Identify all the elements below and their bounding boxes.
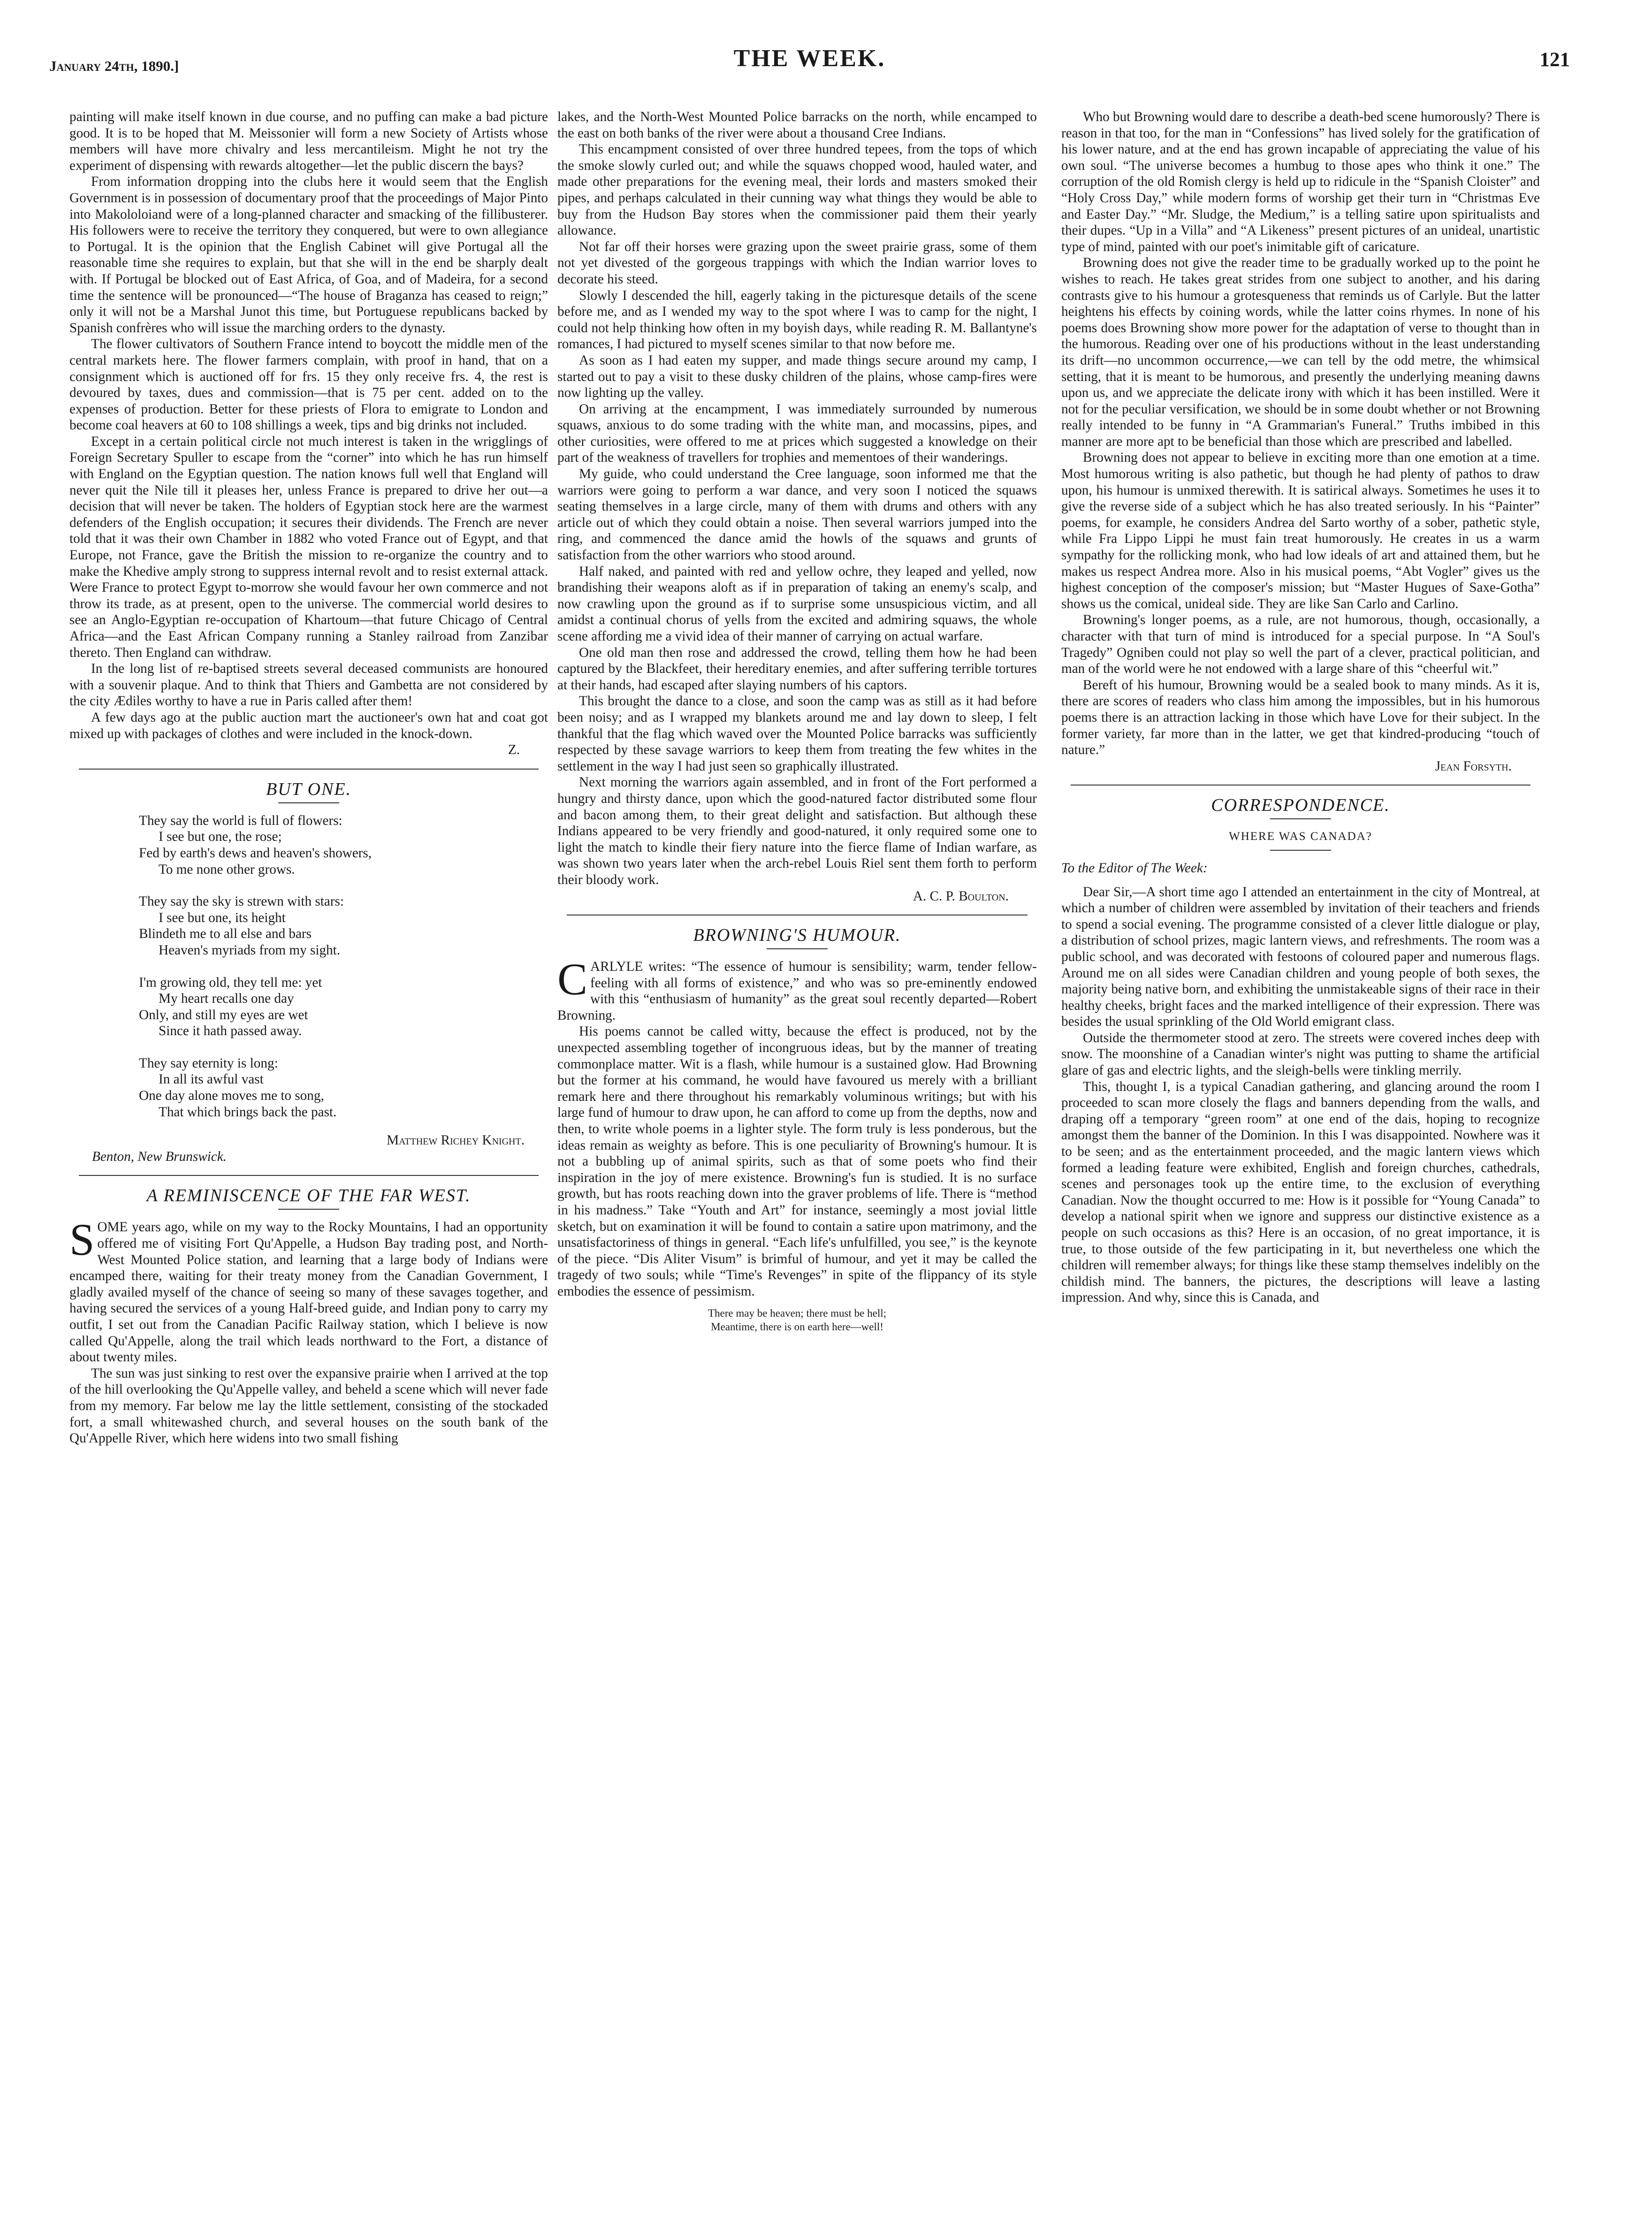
publication-title: THE WEEK. [733,45,886,72]
paragraph: The sun was just sinking to rest over the expansive prairie when I arrived at the top of the hill overlooking the Qu'Appelle valley, and beheld a scene which will never fade from my memory. Far below me lay the little settlement, consisting of the stockaded fort, a small whitewashed church, and several houses on the south bank of the Qu'Appelle River, which here widens into two small fishing [69,1365,548,1446]
paragraph: Half naked, and painted with red and yellow ochre, they leaped and yelled, now brandishing their weapons aloft as if in preparation of taking an enemy's scalp, and now crawling upon the ground as if to surprise some unsuspicious victim, and all amidst a continual chorus of yells from the excited and admiring squaws, the whole scene affording me a vivid idea of their manner of carrying on actual warfare. [557,564,1037,644]
paragraph: As soon as I had eaten my supper, and made things secure around my camp, I started out to pay a visit to these dusky children of the plains, whose camp-fires were now lighting up the valley. [557,352,1037,401]
signature: Jean Forsyth. [1435,758,1512,774]
paragraph [69,1214,548,1365]
epigraph-line: Meantime, there is on earth here—well! [711,1320,883,1333]
column-middle [557,109,1037,1334]
poem-line: They say the sky is strewn with stars: [139,894,344,909]
poem-line: Only, and still my eyes are wet [139,1007,308,1022]
poem-line: I see but one, the rose; [159,829,282,845]
paragraph: In the long list of re-baptised streets several deceased communists are honoured with a souvenir plaque. And to think that Thiers and Gambetta are not considered by the city Ædiles worthy to have a rue in Paris called after them! [69,661,548,709]
poem-line: In all its awful vast [159,1072,264,1087]
poem-line: They say the world is full of flowers: [139,813,343,828]
poem-line: I see but one, its height [159,910,286,925]
paragraph: Slowly I descended the hill, eagerly taking in the picturesque details of the scene before me, and as I wended my way to the spot where I was to camp for the night, I could not help thinking how often in my boyish days, while reading R. M. Ballantyne's romances, I had pictured to myself scenes similar to that now before me. [557,288,1037,352]
poem-author: Matthew Richey Knight. [387,1133,525,1148]
section-divider [79,769,538,770]
section-divider [79,1175,538,1176]
section-divider [1071,785,1530,786]
page-number: 121 [1539,49,1570,71]
poem-line: I'm growing old, they tell me: yet [139,975,322,990]
poem-stanza [139,1055,548,1120]
paragraph [557,954,1037,1023]
paragraph: A few days ago at the public auction mart the auctioneer's own hat and coat got mixed up with packages of clothes and were included in the knock-down. [69,709,548,741]
title-underline [1270,818,1331,819]
poem-title: BUT ONE. [266,779,352,799]
poem-line: Since it hath passed away. [159,1023,302,1039]
paragraph: Browning does not give the reader time to be gradually worked up to the point he wishes to reach. He takes great strides from one subject to another, and his daring contrasts give to his humour a grotesqueness that reminds us of Carlyle. But the latter heightens his effects by coining words, while the latter coins rhymes. In none of his poems does Browning show more power for the adaptation of verse to thought than in the humorous. Reading over one of his productions without in the least understanding its drift—no uncommon occurrence,—we can tell by the odd metre, the whimsical setting, that it is meant to be humorous, and presently the underlying meaning dawns upon us, and we appreciate the delicate irony with which it has been instilled. Were it not for the peculiar versification, we should be in some doubt whether or not Browning really intended to be funny in “A Grammarian's Funeral.” Truths imbibed in this manner are more apt to be beneficial than those which are prescribed and labelled. [1061,255,1540,449]
poem-stanza [139,813,548,877]
paragraph: Who but Browning would dare to describe a death-bed scene humorously? There is reason in that too, for the man in “Confessions” has lived solely for the gratification of his lower nature, and at the end has grown incapable of appreciating the value of his own soul. “The universe becomes a humbug to those apes who think it one.” The corruption of the old Romish clergy is held up to ridicule in the “Spanish Cloister” and “Holy Cross Day,” while modern forms of worship get their turn in “Christmas Eve and Easter Day.” “Mr. Sludge, the Medium,” is a telling satire upon spiritualists and their dupes. “Up in a Villa” and “A Likeness” present pictures of an unideal, unartistic type of mind, painted with our poet's inimitable gift of caricature. [1061,109,1540,254]
masthead [49,45,1570,101]
epigraph-line: There may be heaven; there must be hell; [708,1307,886,1319]
poem-stanza [139,893,548,958]
issue-date: January 24th, 1890.] [49,58,179,74]
paragraph: Outside the thermometer stood at zero. The streets were covered inches deep with snow. The moonshine of a Canadian winter's night was putting to shame the artificial glare of gas and electric lights, and the sleigh-bells were tinkling merrily. [1061,1030,1540,1078]
drop-cap: C [557,954,588,1005]
signature: Z. [508,742,520,758]
paragraph: On arriving at the encampment, I was immediately surrounded by numerous squaws, anxious to do some trading with the white man, and mocassins, pipes, and other curiosities, were offered to me at prices which suggested a knowledge on their part of the weakness of travellers for trophies and mementoes of their wanderings. [557,401,1037,465]
paragraph: Browning's longer poems, as a rule, are not humorous, though, occasionally, a character with that turn of mind is introduced for a special purpose. In “A Soul's Tragedy” Ogniben could not play so well the part of a clever, practical politician, and man of the world were he not endowed with a large share of this “cheerful wit.” [1061,612,1540,677]
poem [69,813,548,1121]
paragraph: Next morning the warriors again assembled, and in front of the Fort performed a hungry and thirsty dance, upon which the good-natured factor distributed some flour and bacon among them, to their great delight and satisfaction. But although these Indians appeared to be very friendly and good-natured, it only required some one to light the match to kindle their fiery nature into the fierce flame of Indian warfare, as was shown two years later when the arch-rebel Louis Riel sent them forth to perform their bloody work. [557,775,1037,887]
poem-line: Heaven's myriads from my sight. [159,942,341,958]
poem-line: My heart recalls one day [159,991,294,1007]
paragraph: One old man then rose and addressed the crowd, telling them how he had been captured by the Blackfeet, their hereditary enemies, and after suffering terrible tortures at their hands, had escaped after slaying numbers of his captors. [557,645,1037,693]
poem-line: To me none other grows. [159,862,295,877]
poem-place: Benton, New Brunswick. [92,1149,227,1164]
paragraph: Bereft of his humour, Browning would be a sealed book to many minds. As it is, there are scores of readers who class him among the impossibles, but in his humorous poems there is an attraction lacking in those which have Love for their subject. In the former variety, far more than in the latter, we get that kindred-producing “touch of nature.” [1061,677,1540,758]
signature: A. C. P. Boulton. [913,888,1009,904]
title-underline [278,1209,339,1210]
article-title: A REMINISCENCE OF THE FAR WEST. [146,1186,471,1206]
article-title: BROWNING'S HUMOUR. [693,925,901,946]
title-underline [1270,850,1331,851]
poem-line: That which brings back the past. [159,1104,337,1120]
letter-headline: WHERE WAS CANADA? [1229,830,1372,843]
paragraph: Not far off their horses were grazing upon the sweet prairie grass, some of them not yet divested of the gorgeous trappings with which the Indian warrior loves to decorate his steed. [557,239,1037,287]
column-left [69,109,548,1447]
paragraph: Dear Sir,—A short time ago I attended an entertainment in the city of Montreal, at which a number of children were assembled by invitation of their teachers and friends to spend a social evening. The programme consisted of a clever little dialogue or play, a distribution of school prizes, magic lantern views, and refreshments. The room was a public school, and was decorated with festoons of coloured paper and numerous flags. Around me on all sides were Canadian children and young people of both sexes, the majority being native born, and exhibiting the unmistakeable signs of their race in their healthy cheeks, bright faces and the marked intelligence of their expression. There was besides the usual sprinkling of the Old World emigrant class. [1061,884,1540,1030]
paragraph: Except in a certain political circle not much interest is taken in the wrigglings of Foreign Secretary Spuller to escape from the “corner” into which he has run himself with England on the Egyptian question. The nation knows full well that England will never quit the Nile till it pleases her, unless France is prepared to drive her out—a decision that will never be taken. The holders of Egyptian stock here are the warmest defenders of the English occupation; it secures their dividends. The French are never told that it was their own Chamber in 1882 who voted France out of Egypt, and that Europe, not France, gave the British the mission to re-organize the country and to make the Khedive amply strong to suppress internal revolt and to resist external attack. Were France to protect Egypt to-morrow she would favour her own commerce and not throw its trade, as at present, open to the universe. The commercial world desires to see an Anglo-Egyptian re-occupation of Khartoum—that future Chicago of Central Africa—and the East African Company running a Stanley railroad from Zanzibar thereto. Then England can withdraw. [69,434,548,660]
paragraph: This brought the dance to a close, and soon the camp was as still as it had before been noisy; and as I wrapped my blankets around me and lay down to sleep, I felt thankful that the flag which waved over the Mounted Police barracks was sufficiently respected by these savage warriors to keep them from treating the few whites in the settlement in the way I had just seen so graphically illustrated. [557,694,1037,774]
title-underline [278,802,339,803]
paragraph: This encampment consisted of over three hundred tepees, from the tops of which the smoke slowly curled out; and while the squaws chopped wood, hauled water, and made other preparations for the evening meal, their lords and masters smoked their pipes, and perhaps calculated in their cunning way what things they would be able to buy from the Hudson Bay stores when the commissioner paid them their yearly allowance. [557,142,1037,238]
paragraph: Browning does not appear to believe in exciting more than one emotion at a time. Most humorous writing is also pathetic, but though he had plenty of pathos to draw upon, his humour is unmixed therewith. It is satirical always. Sometimes he uses it to give the reverse side of a subject which he has also treated seriously. In his “Painter” poems, for example, he considers Andrea del Sarto worthy of a sober, pathetic style, while Fra Lippo Lippi he must fain treat humorously. He creates in us a warm sympathy for the rollicking monk, who had low ideals of art and attained them, but he makes us respect Andrea more. Also in his musical poems, “Abt Vogler” gives us the highest conception of the composer's mission; but “Master Hugues of Saxe-Gotha” shows us the comical, unideal side. They are like San Carlo and Carlino. [1061,450,1540,611]
paragraph: painting will make itself known in due course, and no puffing can make a bad picture good. It is to be hoped that M. Meissonier will form a new Society of Artists whose members will have more chivalry and less mercantileism. Might he not try the experiment of dispensing with rewards altogether—let the public discern the bays? [69,109,548,173]
poem-stanza [139,975,548,1039]
poem-line: They say eternity is long: [139,1055,278,1071]
paragraph: My guide, who could understand the Cree language, soon informed me that the warriors were going to perform a war dance, and very soon I noticed the squaws seating themselves in a large circle, many of them with drums and others with any article out of which they could obtain a noise. Then several warriors jumped into the ring, and commenced the dance amid the howls of the squaws and grunts of satisfaction from the other warriors who stood around. [557,466,1037,563]
paragraph-text: ARLYLE writes: “The essence of humour is sensibility; warm, tender fellow-feeling with all forms of existence,” and who was so pre-eminently endowed with this “enthusiasm of humanity” as the great soul recently departed—Robert Browning. [557,959,1037,1023]
paragraph: The flower cultivators of Southern France intend to boycott the middle men of the central markets here. The flower farmers complain, with proof in hand, that on a consignment which is auctioned off for frs. 15 they only receive frs. 4, the rest is devoured by taxes, dues and commission—that is 75 per cent. added on to the expenses of production. Better for these priests of Flora to emigrate to London and become coal heavers at 60 to 108 shillings a week, tips and big drinks not included. [69,336,548,433]
paragraph-text: OME years ago, while on my way to the Rocky Mountains, I had an opportunity offered me of visiting Fort Qu'Appelle, a Hudson Bay trading post, and North-West Mounted Police station, and learning that a large body of Indians were encamped there, waiting for their treaty money from the Canadian Government, I gladly availed myself of the chance of seeing so many of these savages together, and having secured the services of a young Half-breed guide, and Indian pony to carry my outfit, I set out from the Canadian Pacific Railway station, which I believe is now called Qu'Appelle, along the trail which leads northward to the Fort, a distance of about twenty miles. [69,1220,548,1365]
paragraph: His poems cannot be called witty, because the effect is produced, not by the unexpected assembling together of incongruous ideas, but by the manner of treating commonplace matter. Wit is a flash, while humour is a sustained glow. Had Browning but the former at his command, he would have favoured us merely with a brilliant remark here and there throughout his remarkably voluminous writings; but with his large fund of humour to draw upon, he can afford to come up from the depths, now and then, to write whole poems in a lighter style. The form truly is less ponderous, but the ideas remain as weighty as before. This is one peculiarity of Browning's humour. It is not a bubbling up of animal spirits, such as that of some poets who find their inspiration in the joy of mere existence. Browning's fun is studied. It is no surface growth, but has roots reaching down into the graver problems of life. There is “method in his madness.” Take “Youth and Art” for instance, seemingly a most jovial little sketch, but on examination it will be found to contain a satire upon matrimony, and the unsatisfactoriness of things in general. “Each life's unfulfilled, you see,” is the keynote of the piece. “Dis Aliter Visum” is brimful of humour, and yet it may be called the tragedy of two souls; while “Time's Revenges” in spite of the flippancy of its style embodies the essence of pessimism. [557,1024,1037,1299]
poem-line: One day alone moves me to song, [139,1088,324,1104]
column-right [1061,109,1540,1306]
title-underline [767,948,828,949]
poem-line: Fed by earth's dews and heaven's showers, [139,845,372,861]
paragraph: lakes, and the North-West Mounted Police barracks on the north, while encamped to the east on both banks of the river were about a thousand Cree Indians. [557,109,1037,141]
salutation: To the Editor of The Week: [1061,860,1208,876]
paragraph: From information dropping into the clubs here it would seem that the English Government is in possession of documentary proof that the proceedings of Major Pinto into Makololoiand were of a long-planned character and smacking of the fillibusterer. His followers were to receive the territory they conquered, but were to own allegiance to Portugal. It is the opinion that the English Cabinet will give Portugal all the reasonable time she requires to explain, but that she will in the end be sharply dealt with. If Portugal be blocked out of East Africa, of Goa, and of Madeira, for a second time the sentence will be pronounced—“The house of Braganza has ceased to reign;” only it will not be a Marshal Junot this time, but Portuguese republicans backed by Spanish confrères who will issue the marching orders to the dynasty. [69,174,548,336]
drop-cap: S [69,1214,95,1265]
epigraph [557,1306,1037,1334]
section-title: CORRESPONDENCE. [1211,795,1390,816]
paragraph: This, thought I, is a typical Canadian gathering, and glancing around the room I proceeded to scan more closely the flags and banners depending from the walls, and draping off a temporary “green room” at one end of the dais, hoping to recognize amongst them the banner of the Dominion. In this I was disappointed. Nowhere was it to be seen; and as the entertainment proceeded, and the magic lantern views which formed a leading feature were exhibited, English and foreign churches, cathedrals, scenes and personages took up the entire time, to the exclusion of everything Canadian. Now the thought occurred to me: How is it possible for “Young Canada” to develop a national spirit when we ignore and suppress our distinctive existence as a people on such occasions as this? Here is an occasion, of no great importance, it is true, to those outside of the few participating in it, but nevertheless one which the children will remember always; for things like these stamp themselves indelibly on the childish mind. The banners, the pictures, the descriptions will leave a lasting impression. And why, since this is Canada, and [1061,1079,1540,1305]
poem-line: Blindeth me to all else and bars [139,926,312,942]
